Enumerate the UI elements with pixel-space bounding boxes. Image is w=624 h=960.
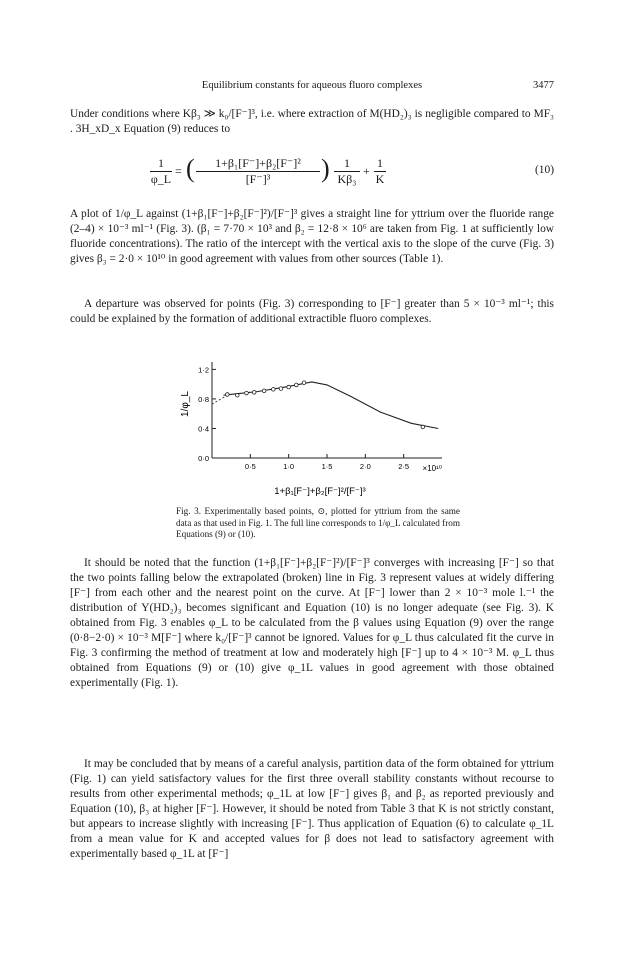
data-point [295,383,299,387]
equation-10 [150,152,554,196]
page-number: 3477 [533,80,554,91]
eq-paren-left: ( [186,154,195,183]
eq-mid [196,156,320,187]
eq-mid-denominator: [F⁻]³ [196,171,320,187]
data-point [272,388,276,392]
y-tick-label: 0·4 [198,424,209,434]
y-axis-label: 1/φ_L [180,391,191,417]
x-tick-label: 0·5 [244,462,256,471]
eq-lhs [150,156,172,187]
paragraph-4: It should be noted that the function (1+β₁[F⁻]+β₂[F⁻]²)/[F⁻]³ converges with increasing [F⁻] so that the two points falling below the extrapolated (broken) line in Fig. 3 represent values at widely differing [F⁻] from each other and the nearest point on the curve. At [F⁻] lower than 2 × 10⁻³ mole l.⁻¹ the distribution of Y(HD₂)₃ becomes significant and Equation (10) is no longer adequate (see Fig. 3). K obtained from Fig. 3 enables φ_L to be calculated from the β values using Equation (9) over the range (0·8−2·0) × 10⁻³ M[F⁻] where k₀/[F⁻]³ cannot be ignored. Values for φ_L thus calculated fit the curve in Fig. 3 confirming the method of treatment at low and moderately high [F⁻] up to 4 × 10⁻³ M. φ_L thus obtained from Equations (9) or (10) give φ_1L values in good agreement with those obtained experimentally (Fig. 1). [70,557,554,689]
plot-axes [212,362,442,458]
eq-r1 [334,156,360,187]
x-ticks [245,454,409,471]
data-point [245,391,249,395]
data-point [302,381,306,385]
caption-text: Fig. 3. Experimentally based points, ⊙, plotted for yttrium from the same data as that used in Fig. 1. The full line corresponds to 1/φ_L calculated from Equations (9) or (10). [176,506,460,539]
eq-paren-right: ) [321,154,330,183]
eq-r2-denominator: K [375,172,385,186]
data-point [279,387,283,391]
calculated-curve [224,382,439,429]
running-header [70,80,554,96]
paragraph-5: It may be concluded that by means of a careful analysis, partition data of the form obtained for yttrium (Fig. 1) can yield satisfactory values for the first three overall stability constants without recourse to results from other experimental methods; φ_1L at low [F⁻] gives β₁ and β₂ as reported previously and Equation (10), β₃ at higher [F⁻]. However, it should be noted from Table 3 that K is not strictly constant, but appears to increase slightly with increasing [F⁻]. Thus application of Equation (6) to calculate φ_1L from a mean value for K and accepted values for β does not lead to satisfactory agreement with experimentally based φ_1L at [F⁻] [70,758,554,860]
running-title: Equilibrium constants for aqueous fluoro complexes [201,80,423,91]
y-tick-label: 0·0 [198,454,209,463]
x-tick-label: 1·0 [283,462,295,471]
x-multiplier: ×10¹⁰ [422,464,442,473]
x-tick-label: 2·0 [359,462,371,471]
data-point [226,393,230,397]
eq-r1-denominator: Kβ₃ [334,171,360,187]
eq-equals: = [175,164,182,178]
figure-3-plot [180,356,460,502]
y-ticks [198,365,216,463]
eq-lhs-denominator: φ_L [150,172,172,186]
data-point [252,390,256,394]
eq-plus: + [363,164,370,178]
paragraph-2: A plot of 1/φ_L against (1+β₁[F⁻]+β₂[F⁻]²)/[F⁻]³ gives a straight line for yttrium over the fluoride range (2–4) × 10⁻³ ml⁻¹ (Fig. 3). (β₁ = 7·70 × 10³ and β₂ = 12·8 × 10⁶ are taken from Fig. 1 at sufficiently low fluoride concentrations). The ratio of the intercept with the vertical axis to the slope of the curve (Fig. 3) gives β₃ = 2·0 × 10¹⁰ in good agreement with values from other sources (Table 1). [70,208,554,265]
paragraph-1: Under conditions where Kβ₃ ≫ k₀/[F⁻]³, i.e. where extraction of M(HD₂)₃ is negligible compared to MF₃ . 3H_xD_x Equation (9) reduces to [70,108,554,135]
data-point [262,389,266,393]
figure-3-caption [176,506,460,541]
y-tick-label: 1·2 [198,365,209,375]
equation-number: (10) [535,164,554,176]
x-tick-label: 2·5 [398,462,410,471]
paragraph-3: A departure was observed for points (Fig. 3) corresponding to [F⁻] greater than 5 × 10⁻³ ml⁻¹; this could be explained by the formation of additional extractible fluoro complexes. [70,298,554,325]
data-point [287,385,291,389]
data-point [236,393,240,397]
x-axis-label: 1+β₁[F⁻]+β₂[F⁻]²/[F⁻]³ [274,486,366,497]
eq-r1-numerator: 1 [344,156,350,170]
x-tick-label: 1·5 [321,462,333,471]
eq-lhs-numerator: 1 [158,156,164,170]
eq-r2-numerator: 1 [377,156,383,170]
data-points [212,381,438,429]
data-point [421,425,425,429]
eq-r2 [374,156,386,187]
eq-mid-numerator: 1+β₁[F⁻]+β₂[F⁻]² [215,156,301,170]
y-tick-label: 0·8 [198,394,209,404]
